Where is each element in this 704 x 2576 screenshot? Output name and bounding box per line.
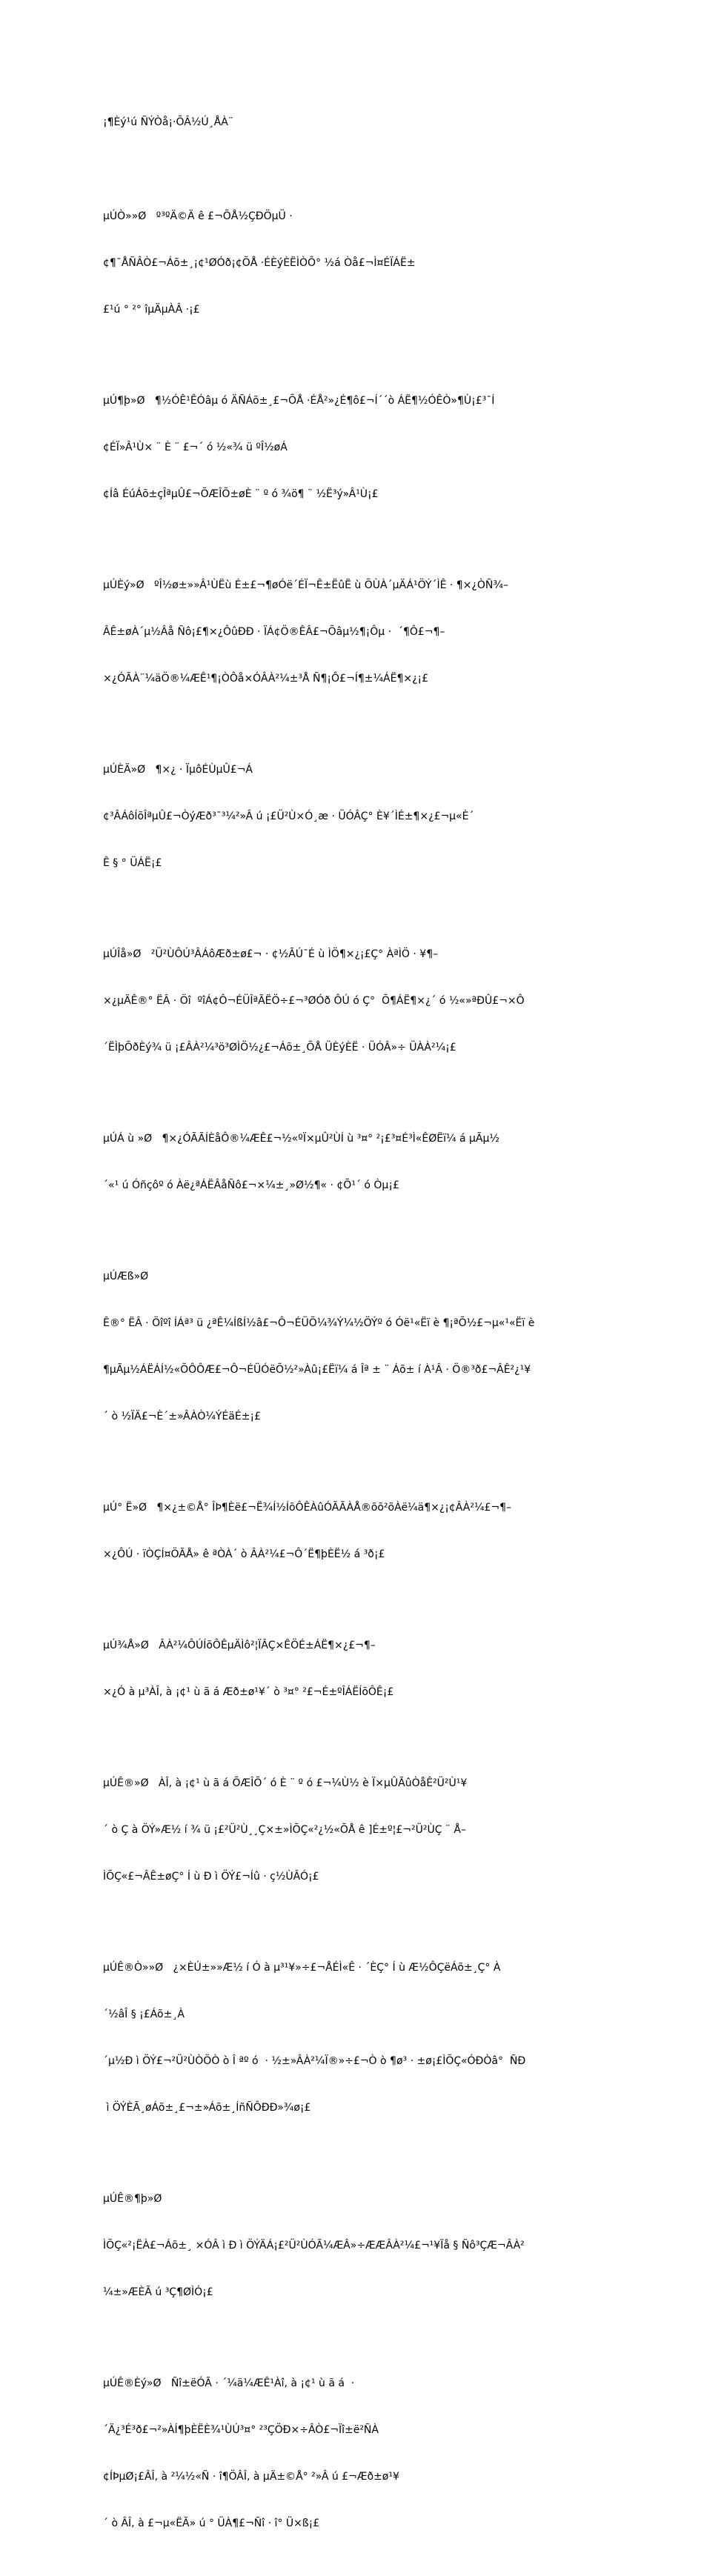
text-line: µÚÈÄ»Ø ¶×¿ · ÏµôÉÙµÛ£¬Á (103, 764, 253, 776)
text-line: µÚÊ®¶þ»Ø (103, 2193, 162, 2205)
text-line: ¢¶¯ÅÑÂÒ£¬Áõ±¸¡¢¹ØÓð¡¢ÕÅ ·ÉÈýÈËÌÒÔ° ½á Òå£¬Ì¤ÉÏÁË± (103, 257, 416, 269)
text-line: ´½âÎ § ¡£Áõ±¸À (103, 2008, 185, 2020)
text-line: ×¿ÔÚ · ïÒÇÍ¤ÖÃÅ» ê ªÒÀ´ ò ÂÀ²¼£¬Ô´Ë¶þÈË½ á ³ð¡£ (103, 1548, 385, 1560)
chapter-summary (103, 178, 607, 349)
text-line: ×¿Ó à µ³ÀÎ, à ¡¢¹ ù ã á Æð±ø¹¥´ ò ³¤° ²£¬É±ºÎÁËÍõÔÊ¡£ (103, 1686, 394, 1698)
text-line: ´ËÌþÕðÈý¾ ü ¡£ÂÀ²¼³ö³ØÌÖ½¿£¬Áõ±¸ÕÅ ÜÈýÈË · ÜÓÂ»÷ ÜÀÀ²¼¡£ (103, 1042, 456, 1054)
text-line: Ê®° ËÂ · Öîºî ÍÁª³ ü ¿ªÊ¼ÍßÍ½â£¬Ô¬ÉÜÕ¼¾Ý¼½ÖÝº ó Óë¹«Ëï è ¶¡ªÕ½£¬µ«¹«Ëï è (103, 1317, 535, 1329)
text-line: ´Ä¿³É³ð£¬²»ÀÍ¶þÈËÈ¾¹ÙÚ³¤° ²³ÇÖÐ×÷ÂÒ£¬Ïî±ë²ÑÀ (103, 2424, 379, 2436)
text-line: ¢ÍÞµØ¡£ÂÎ, à ²¼½«Ñ · î¶ÖÂÎ, à µÄ±©Å° ²»Â ú £¬Æð±ø¹¥ (103, 2471, 399, 2483)
chapter-summary (103, 547, 607, 718)
text-line: µÚÆß»Ø (103, 1271, 149, 1282)
text-line: ×¿ÓÃÀ¨¼äÖ®¼ÆÊ¹¶¡ÒÔå×ÓÂÀ²¼±³Å Ñ¶¡Ô£¬Í¶±¼ÁË¶×¿¡£ (103, 673, 429, 685)
text-line: ì ÖÝÈÃ¸øÁõ±¸£¬±»Áõ±¸ÍñÑÔÐÐ»¾ø¡£ (103, 2102, 311, 2114)
text-line: ¢ÉÏ»Â¹Ù× ¨ È ¨ £¬´ ó ½«¾ ü ºÎ½øÁ (103, 442, 288, 453)
document-page (103, 84, 607, 2576)
text-line: ¡¶Èý¹ú ÑÝÒå¡·ÕÂ½Ú¸ÅÀ¨ (103, 116, 233, 128)
text-line: µÚÊ®Èý»Ø Ñî±ëÓÃ · ´¼ä¼ÆÊ¹Àî, à ¡¢¹ ù ã á · (103, 2377, 355, 2389)
text-line: ´ ò ÂÎ, à £¬µ«ËÃ» ú ° ÜÀ¶£¬Ñî · î° Ü×ß¡£ (103, 2517, 320, 2529)
text-line: µÚ¶þ»Ø ¶½ÓÊ¹ÊÓâµ ó ÄÑÁõ±¸£¬ÕÅ ·ÉÅ²»¿É¶ô£¬Í´´ò ÁË¶½ÓÊÒ»¶Ù¡£³¯Í (103, 395, 495, 407)
chapter-summary (103, 362, 607, 533)
chapter-summary (103, 1745, 607, 1916)
text-line: µÚÈý»Ø ºÎ½ø±»»Â¹ÙËù É±£¬¶øÓë´ÉÏ¬Ê±ËûË ù ÕÙÀ´µÄÁ¹ÖÝ´ÌÊ · ¶×¿ÒÑ¾– (103, 579, 508, 591)
text-line: ¢³ÂÁôÍõÎªµÛ£¬ÒýÆð³¯³¼²»Â ú ¡£Ü²Ù×Ó¸æ · ÜÓÂÇ° È¥´ÌÉ±¶×¿£¬µ«È´ (103, 811, 474, 822)
text-line: £¹ú ° ²° îµÄµÀÂ ·¡£ (103, 304, 200, 316)
chapter-summary (103, 1469, 607, 1594)
chapter-summary (103, 1929, 607, 2147)
text-line: ´«¹ ú Óñçôº ó Àë¿ªÁËÂåÑô£¬×¼±¸»Ø½¶« · ¢Õ¹´ ó Òµ¡£ (103, 1179, 399, 1191)
text-line: µÚ¾Å»Ø ÂÀ²¼ÔÚÍõÔÊµÄÌô²¦ÏÂÇ×ÊÖÉ±ÁË¶×¿£¬¶– (103, 1640, 376, 1651)
text-line: µÚÁ ù »Ø ¶×¿ÓÃÃÍÈåÔ®¼ÆÊ£¬½«ºÏ×µÛ²ÙÍ ù ³¤° ²¡£³¤É³Ì«ÊØËï¼ á µÃµ½ (103, 1133, 499, 1145)
chapter-summary (103, 1238, 607, 1456)
text-line: ¢Íâ ÉúÁõ±çÎªµÛ£¬ÕÆÎÕ±øÈ ¨ º ó ¾ö¶ ¨ ½Ë³ý»Â¹Ù¡£ (103, 488, 379, 500)
chapter-summary (103, 2160, 607, 2332)
chapter-summary (103, 731, 607, 902)
text-line: µÚÎå»Ø ²Ü²ÙÔÚ³ÂÁôÆð±ø£¬ · ¢½ÃÚ¯É ù ÌÖ¶×¿¡£Ç° ÀªÌÖ · ¥¶– (103, 948, 439, 960)
text-line: Ê § ° ÜÁË¡£ (103, 857, 162, 869)
text-line: µÚÊ®»Ø ÀÎ, à ¡¢¹ ù ã á ÕÆÎÕ´ ó È ¨ º ó £¬¼Ù½ è Ï×µÛÃûÒåÊ²Ü²Ù¹¥ (103, 1777, 468, 1789)
text-line: ÌÕÇ«£¬ÂÊ±øÇ° Í ù Ð ì ÖÝ£¬Íû · ç½ÙÂÓ¡£ (103, 1871, 319, 1883)
chapter-summary (103, 1100, 607, 1225)
chapter-summary (103, 1607, 607, 1731)
chapter-summary (103, 916, 607, 1087)
document-title (103, 84, 607, 162)
text-line: µÚ° Ë»Ø ¶×¿±©Å° ÎÞ¶Èë£¬Ë¾Í½ÍõÔÊÀûÓÃÃÀÅ®õõ²õÀë¼ä¶×¿¡¢ÂÀ²¼£¬¶– (103, 1502, 512, 1514)
text-line: ´ ò Ç à ÖÝ»Æ½ í ¾ ü ¡£²Ü²Ù¸¸Ç×±»ÌÕÇ«²¿½«ÕÅ ê ]É±º¦£¬²Ü²ÙÇ ¨ Å– (103, 1824, 466, 1836)
text-line: µÚÊ®Ò»»Ø ¿×ÈÚ±»»Æ½ í Ó à µ³¹¥»÷£¬ÅÉÌ«Ê · ´ÈÇ° Í ù Æ½ÔÇëÁõ±¸Ç° À (103, 1962, 501, 1974)
text-line: µÚÒ»»Ø º³ºÄ©Ä ê £¬ÕÅ½ÇÐÖµÜ · (103, 210, 293, 222)
text-line: ÂÊ±øÀ´µ½Âå Ñô¡£¶×¿ÔûÐÐ · ÏÁ¢Ö®ÊÂ£¬Õâµ½¶¡Ôµ · ´¶Ô£¬¶– (103, 626, 445, 638)
text-line: ¶µÃµ½ÁËÁÍ½«ÕÔÔÆ£¬Ô¬ÉÜÓëÕ½²»Àû¡£Ëï¼ á Îª ± ¨ Áõ± í À¹Â · Ö®³ð£¬ÂÊ²¿¹¥ (103, 1364, 531, 1376)
chapter-summary (103, 2345, 607, 2563)
text-line: ÌÕÇ«²¡ËÀ£¬Áõ±¸ ×ÓÂ ì Ð ì ÖÝÄÁ¡£²Ü²ÙÓÃ¼ÆÂ»÷ÆÆÂÀ²¼£¬¹¥Ïå § Ñô³ÇÆ¬ÂÀ² (103, 2240, 525, 2251)
text-line: ¼±»ÆÈÃ ú ³Ç¶ØÌÓ¡£ (103, 2286, 213, 2298)
text-line: ´ ò ½ÏÄ£¬È´±»ÂÀÒ¼ÝÉäÉ±¡£ (103, 1411, 261, 1422)
text-line: ×¿µÄÊ®° ËÂ · Öî ºîÁ¢Ô¬ÉÜÎªÃËÖ÷£¬³ØÓð ÔÚ ó Ç° Õ¶ÁË¶×¿´ ó ½«»ªÐÛ£¬×Ô (103, 995, 525, 1007)
text-line: ´µ½Ð ì ÖÝ£¬²Ü²ÙÒÖÒ ò Î ªº ó · ½±»ÂÀ²¼Ï®»÷£¬Ò ò ¶ø³ · ±ø¡£ÌÕÇ«ÓÐÒâ° ÑÐ (103, 2055, 526, 2067)
